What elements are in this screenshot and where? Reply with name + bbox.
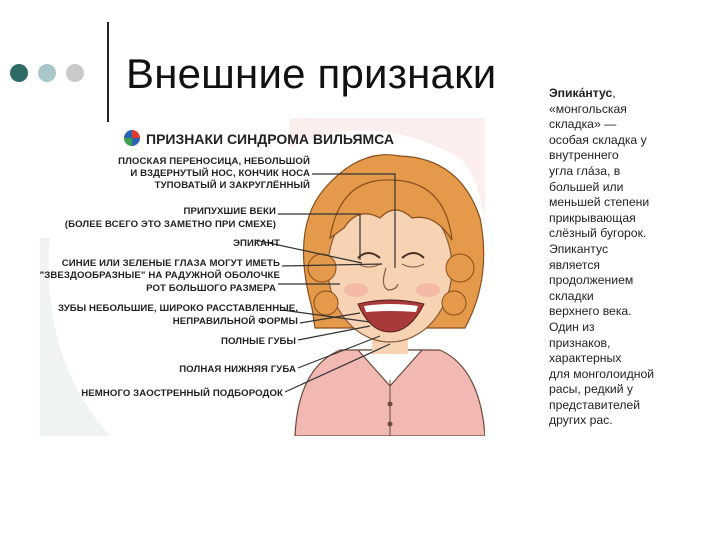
side-line-6: большей или — [549, 179, 624, 194]
label-teeth-1: ЗУБЫ НЕБОЛЬШИЕ, ШИРОКО РАССТАВЛЕННЫЕ, — [57, 303, 298, 314]
epicanthus-description — [549, 86, 687, 429]
label-epicanthus: ЭПИКАНТ — [233, 238, 280, 249]
label-chin: НЕМНОГО ЗАОСТРЕННЫЙ ПОДБОРОДОК — [81, 388, 283, 399]
side-line-20: представителей — [549, 397, 641, 412]
dot-dark — [10, 64, 28, 82]
side-line-13: складки — [549, 288, 594, 303]
label-puffy-eyelids-note: (БОЛЕЕ ВСЕГО ЭТО ЗАМЕТНО ПРИ СМЕХЕ) — [64, 219, 276, 230]
williams-syndrome-figure — [40, 118, 485, 436]
label-flat-nose-1: ПЛОСКАЯ ПЕРЕНОСИЦА, НЕБОЛЬШОЙ — [118, 156, 310, 167]
logo-icon — [124, 130, 140, 146]
label-big-mouth: РОТ БОЛЬШОГО РАЗМЕРА — [146, 283, 276, 294]
side-line-19: расы, редкий у — [549, 382, 634, 397]
side-line-11: является — [549, 257, 601, 272]
side-line-15: Один из — [549, 319, 595, 334]
label-teeth-2: НЕПРАВИЛЬНОЙ ФОРМЫ — [172, 316, 298, 327]
label-full-lips: ПОЛНЫЕ ГУБЫ — [220, 336, 296, 347]
label-puffy-eyelids: ПРИПУХШИЕ ВЕКИ — [183, 206, 276, 217]
title-divider — [107, 22, 109, 122]
side-line-1: «монгольская — [549, 101, 627, 116]
label-eyes-2: "ЗВЕЗДООБРАЗНЫЕ" НА РАДУЖНОЙ ОБОЛОЧКЕ — [40, 270, 280, 281]
slide-title: Внешние признаки — [126, 50, 497, 97]
side-line-7: меньшей степени — [549, 195, 650, 210]
epicanthus-term: Эпика́нтус — [549, 86, 613, 100]
feature-labels — [40, 155, 310, 399]
side-line-8: прикрывающая — [549, 210, 636, 225]
dot-grey — [66, 64, 84, 82]
decorative-dots — [10, 64, 100, 84]
side-line-9: слёзный бугорок. — [549, 226, 647, 241]
side-line-2: складка» — — [549, 117, 617, 132]
side-line-21: других рас. — [549, 413, 613, 428]
label-eyes-1: СИНИЕ ИЛИ ЗЕЛЕНЫЕ ГЛАЗА МОГУТ ИМЕТЬ — [61, 258, 280, 269]
infographic-title: ПРИЗНАКИ СИНДРОМА ВИЛЬЯМСА — [146, 131, 395, 147]
side-line-12: продолжением — [549, 273, 634, 288]
side-line-5: угла гла́за, в — [549, 163, 621, 178]
dot-light — [38, 64, 56, 82]
label-lower-lip: ПОЛНАЯ НИЖНЯЯ ГУБА — [179, 364, 296, 375]
side-line-18: для монголоидной — [549, 366, 655, 381]
label-flat-nose-2: И ВЗДЕРНУТЫЙ НОС, КОНЧИК НОСА — [130, 168, 310, 179]
side-line-16: признаков, — [549, 335, 611, 350]
side-line-14: верхнего века. — [549, 304, 632, 319]
side-line-3: особая складка у — [549, 132, 647, 147]
label-flat-nose-3: ТУПОВАТЫЙ И ЗАКРУГЛЁННЫЙ — [154, 180, 310, 191]
side-line-4: внутреннего — [549, 148, 619, 163]
side-line-10: Эпикантус — [549, 241, 609, 256]
side-line-0: Эпика́нтус, — [549, 86, 616, 100]
girl-illustration — [295, 155, 485, 436]
side-line-17: характерных — [549, 351, 622, 366]
